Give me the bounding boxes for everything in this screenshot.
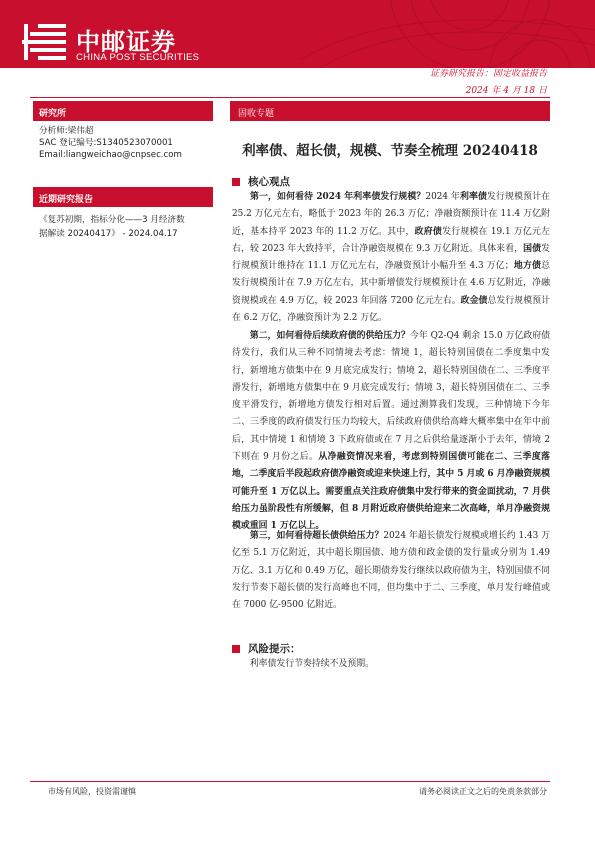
header-divider	[30, 97, 550, 98]
p2-lead: 第二，如何看待后续政府债的供给压力？	[249, 331, 410, 341]
recent-report-line2: 据解读 20240417》 - 2024.04.17	[39, 229, 178, 239]
risk-text	[232, 656, 550, 673]
p3-text-1: 2024 年超长债发行规模或增长约 1.43 万亿至 5.1 万亿附近，其中超长期国债、地方债和政金债的发行量或分别为 1.49 万亿、3.1 万亿和 0.49 万亿，超长期债券发行继续以政府债为主，特别国债不同发行节奏下超长债的发行高峰也不同，但均集中于二、三季度，单月发行峰值或在 7000 亿-9500 亿附近。	[232, 531, 551, 611]
p1-text-3: 发行规模在 19.1 万亿元左右，较 2023 年大致持平，合计净融资规模在 9.3 万亿附近。具体来看，	[232, 226, 551, 254]
p1-text-1: 2024 年	[425, 192, 460, 202]
sidebar	[33, 101, 213, 247]
researcher-heading: 研究所	[33, 101, 213, 121]
p1-text-5: 总发行规模预计在 7.9 万亿左右，其中新增债发行规模预计在 4.6 万亿附近，净融资规模或在 4.9 万亿，较 2023 年回落 7200 亿元左右。	[232, 261, 550, 306]
bullet-square-icon	[232, 178, 240, 186]
p1-keyword-2: 政府债	[414, 226, 443, 237]
recent-report-line1: 《复苏初期，指标分化——3 月经济数	[39, 215, 185, 225]
bullet-square-icon	[232, 645, 240, 653]
china-post-logo-icon	[20, 20, 70, 62]
logo-english-text: CHINA POST SECURITIES	[76, 52, 200, 63]
p1-text-2: 发行规模预计在 25.2 万亿元左右，略低于 2023 年的 26.3 万亿；净融资额预计在 11.4 万亿附近，基本持平 2023 年的 11.2 万亿。其中，	[232, 192, 550, 237]
footer-disclaimer-left: 市场有风险，投资需谨慎	[48, 787, 136, 796]
p2-bold-tail: 从净融资情况来看，考虑到特别国债可能在二、三季度落地，二季度后半段起政府债净融资或迎来快速上行，其中 5 月或 6 月净融资规模可能升至 1 万亿以上。需要重点关注政府债集中发行带来的资金面扰动，7 月供给压力虽阶段性有所缓解，但 8 月附近政府债供给迎来二次高峰，单月净融资规模或重回 1 万亿以上。	[232, 452, 550, 532]
p1-keyword-1: 利率债	[459, 192, 488, 202]
analyst-name: 分析师:梁伟超	[39, 126, 94, 136]
p2-text-1: 今年 Q2-Q4 剩余 15.0 万亿政府债待发行，我们从三种不同情境去考虑：情境 1，超长特别国债在二季度集中发行，新增地方债集中在 9 月底完成发行；情境 2，超长特别国债在二、三季度平滑发行，新增地方债集中在 9 月底完成发行；情境 3，超长特别国债在二、三季度平滑发行，新增地方债发行相对后置。通过测算我们发现，三种情境下今年二、三季度的政府债发行压力均较大，后续政府债供给高峰大概率集中在年中前后，其中情境 1 和情境 3 下政府债或在 7 月之后供给量逐渐小于去年，情境 2 下则在 9 月份之后。	[232, 331, 551, 463]
analyst-email[interactable]: Email:liangweichao@cnpsec.com	[39, 150, 182, 160]
analyst-info	[33, 121, 213, 167]
p3-lead: 第三，如何看待超长债供给压力？	[249, 531, 384, 541]
recent-report-link[interactable]	[33, 207, 213, 247]
section-tag: 固收专题	[230, 101, 550, 121]
risk-text-body: 利率债发行节奏持续不及预期。	[249, 659, 374, 669]
report-type: 证券研究报告：固定收益报告	[429, 69, 547, 79]
paragraph-3	[232, 528, 550, 614]
footer-divider	[30, 781, 550, 782]
core-heading	[232, 174, 290, 189]
p1-text-4: 发行规模预计维持在 11.1 万亿元左右，净融资预计小幅升至 4.3 万亿；	[232, 243, 551, 272]
p1-lead: 第一，如何看待 2024 年利率债发行规模？	[250, 192, 426, 202]
recent-reports-heading: 近期研究报告	[33, 187, 213, 207]
paragraph-2	[232, 328, 550, 536]
p1-keyword-3: 国债	[523, 243, 542, 254]
p1-keyword-5: 政金债	[460, 295, 488, 306]
sac-number: SAC 登记编号:S1340523070001	[39, 138, 173, 148]
p1-keyword-4: 地方债	[513, 261, 542, 272]
p1-text-6: 总发行规模预计在 6.2 万亿，净融资预计为 2.2 万亿。	[232, 295, 550, 324]
risk-heading	[232, 641, 301, 656]
footer-disclaimer-right: 请务必阅读正文之后的免责条款部分	[419, 787, 547, 796]
report-date: 2024 年 4 月 18 日	[465, 86, 547, 96]
paragraph-1	[232, 189, 550, 327]
core-heading-text: 核心观点	[248, 176, 290, 188]
page-title: 利率债、超长债，规模、节奏全梳理 20240418	[242, 143, 538, 159]
header-banner	[0, 0, 595, 68]
logo-chinese-text: 中邮证券	[76, 28, 176, 56]
risk-heading-text: 风险提示：	[248, 643, 301, 655]
